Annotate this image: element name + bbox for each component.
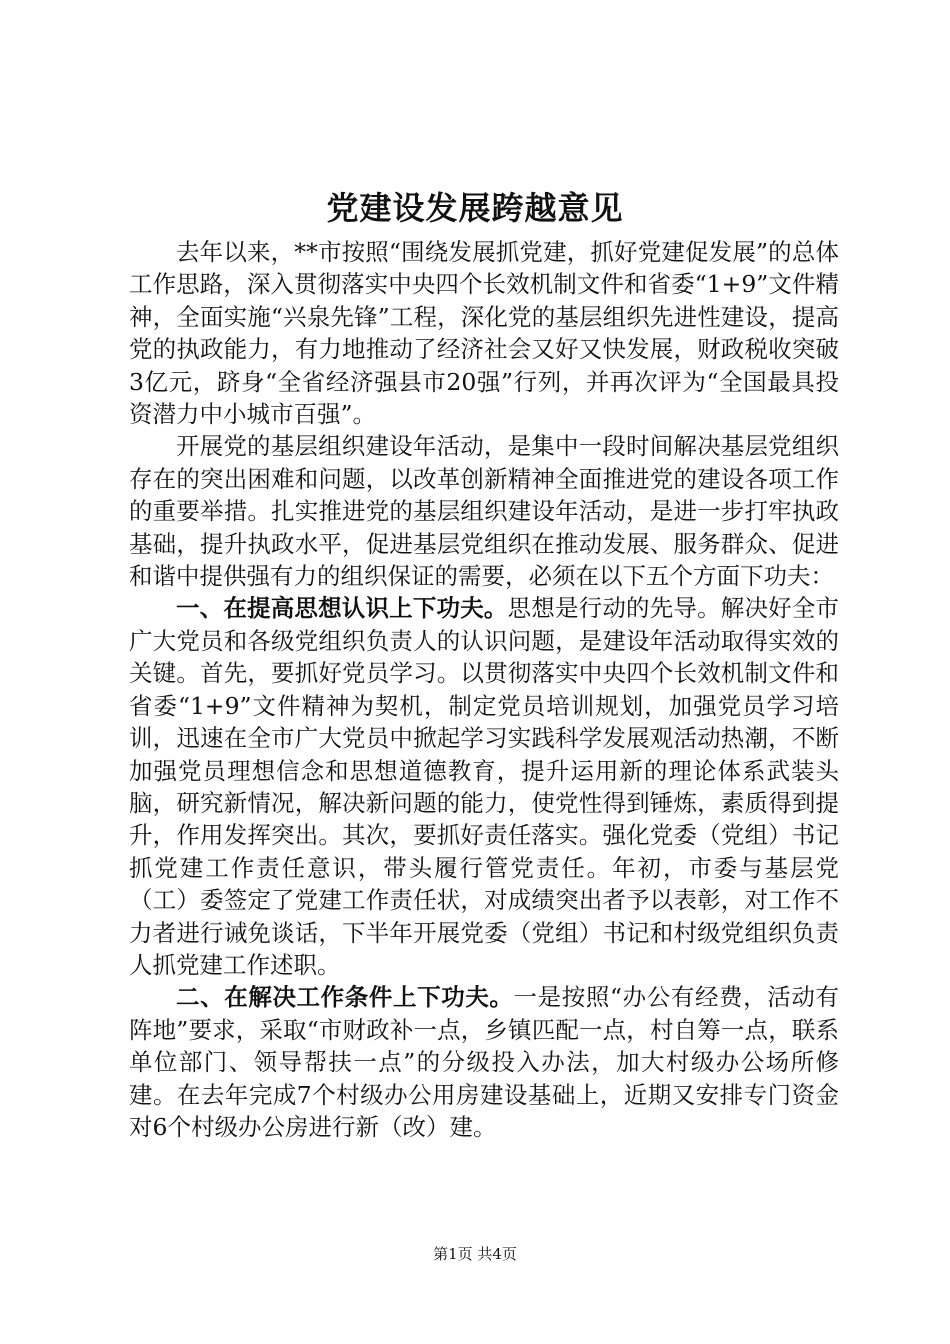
- paragraph-text: 一是按照“办公有经费，活动有阵地”要求，采取“市财政补一点，乡镇匹配一点，村自筹一点，联系单位部门、领导帮扶一点”的分级投入办法，加大村级办公场所修建。在去年完成7个村级办公用房建设基础上，近期又安排专门资金对6个村级办公房进行新（改）建。: [129, 983, 839, 1141]
- paragraph: [129, 592, 839, 981]
- paragraph: [129, 430, 839, 592]
- document-title: 党建设发展跨越意见: [326, 189, 624, 227]
- paragraph-heading: 二、在解决工作条件上下功夫。: [176, 983, 514, 1012]
- page-footer: 第1页 共4页: [433, 1245, 517, 1263]
- paragraph-text: 开展党的基层组织建设年活动，是集中一段时间解决基层党组织存在的突出困难和问题，以改革创新精神全面推进党的建设各项工作的重要举措。扎实推进党的基层组织建设年活动，是进一步打牢执政基础，提升执政水平，促进基层党组织在推动发展、服务群众、促进和谐中提供强有力的组织保证的需要，必须在以下五个方面下功夫：: [129, 432, 839, 591]
- paragraph: [129, 236, 839, 430]
- document-body: [129, 236, 839, 1143]
- paragraph-heading: 一、在提高思想认识上下功夫。: [176, 594, 508, 623]
- paragraph: [129, 981, 839, 1143]
- paragraph-text: 思想是行动的先导。解决好全市广大党员和各级党组织负责人的认识问题，是建设年活动取得实效的关键。首先，要抓好党员学习。以贯彻落实中央四个长效机制文件和省委“1+9”文件精神为契机，制定党员培训规划，加强党员学习培训，迅速在全市广大党员中掀起学习实践科学发展观活动热潮，不断加强党员理想信念和思想道德教育，提升运用新的理论体系武装头脑，研究新情况，解决新问题的能力，使党性得到锤炼，素质得到提升，作用发挥突出。其次，要抓好责任落实。强化党委（党组）书记抓党建工作责任意识，带头履行管党责任。年初，市委与基层党（工）委签定了党建工作责任状，对成绩突出者予以表彰，对工作不力者进行诫免谈话，下半年开展党委（党组）书记和村级党组织负责人抓党建工作述职。: [129, 594, 840, 979]
- paragraph-text: 去年以来，**市按照“围绕发展抓党建，抓好党建促发展”的总体工作思路，深入贯彻落实中央四个长效机制文件和省委“1+9”文件精神，全面实施“兴泉先锋”工程，深化党的基层组织先进性建设，提高党的执政能力，有力地推动了经济社会又好又快发展，财政税收突破3亿元，跻身“全省经济强县市20强”行列，并再次评为“全国最具投资潜力中小城市百强”。: [129, 238, 839, 429]
